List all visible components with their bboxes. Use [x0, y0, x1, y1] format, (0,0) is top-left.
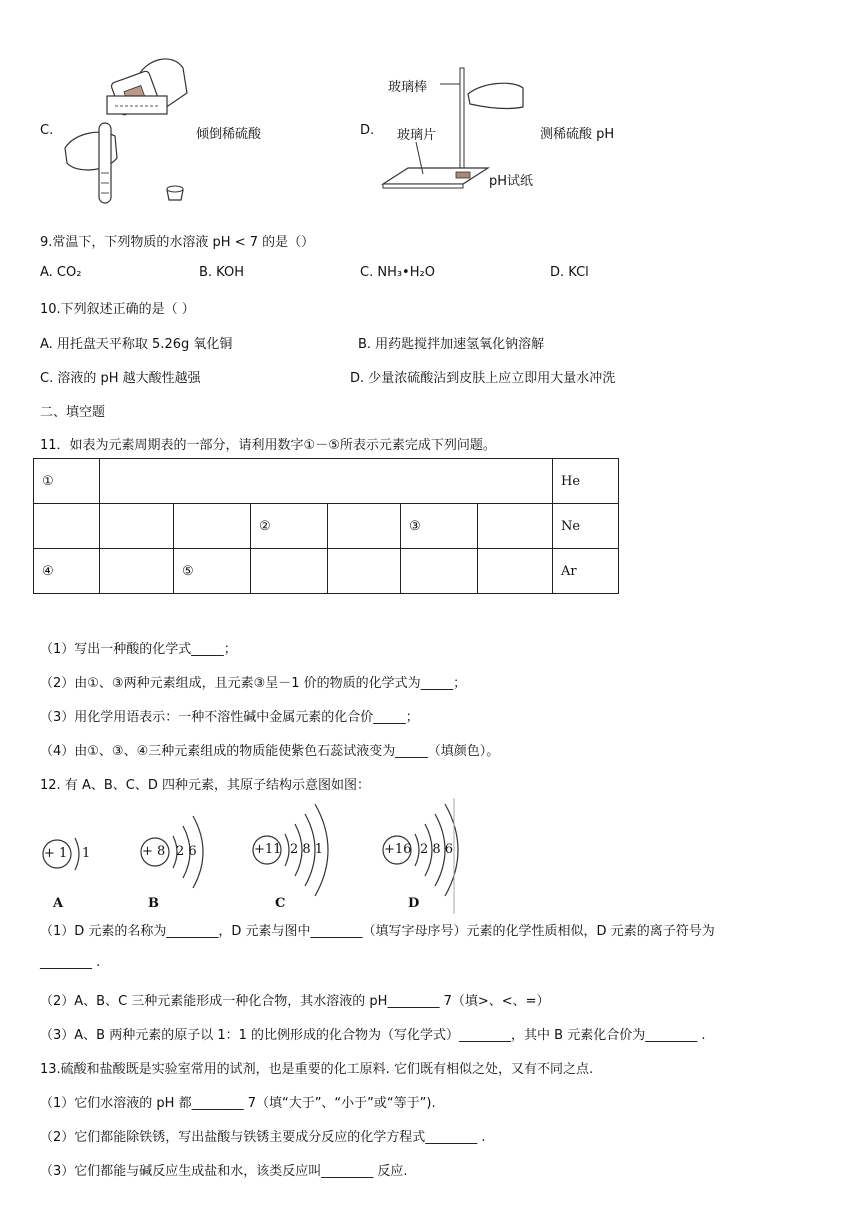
section-heading: 二、填空题 — [40, 405, 106, 420]
table-cell — [174, 504, 251, 549]
atom-b-nucleus: + 8 — [142, 844, 166, 859]
atomic-structure-diagrams — [35, 798, 465, 916]
table-cell — [401, 549, 478, 594]
atom-a-shells: 1 — [82, 846, 91, 861]
q11-part1: （1）写出一种酸的化学式_____； — [40, 642, 237, 657]
table-cell: Ne — [553, 504, 619, 549]
ph-paper-label: pH试纸 — [489, 174, 534, 189]
q11-part3: （3）用化学用语表示：一种不溶性碱中金属元素的化合价_____； — [40, 710, 419, 725]
table-cell — [328, 504, 401, 549]
q13-stem: 13.硫酸和盐酸既是实验室常用的试剂，也是重要的化工原料. 它们既有相似之处，又有不同之点. — [40, 1062, 594, 1077]
q12-part3: （3）A、B 两种元素的原子以 1：1 的比例形成的化合物为（写化学式）________，其中 B 元素化合价为________ . — [40, 1028, 706, 1043]
atom-b-label: B — [148, 896, 159, 911]
option-d-letter: D. — [360, 123, 375, 138]
table-cell — [100, 504, 174, 549]
atom-b-shells: 2 6 — [176, 844, 197, 859]
q10-stem: 10.下列叙述正确的是（ ） — [40, 302, 195, 317]
table-cell: Ar — [553, 549, 619, 594]
q12-part2: （2）A、B、C 三种元素能形成一种化合物，其水溶液的 pH________ 7（填>、<、=） — [40, 994, 550, 1009]
table-cell — [34, 504, 100, 549]
table-cell — [251, 549, 328, 594]
q11-part2: （2）由①、③两种元素组成，且元素③呈－1 价的物质的化学式为_____； — [40, 676, 467, 691]
atom-c-shells: 2 8 1 — [290, 842, 324, 857]
option-c-caption: 倾倒稀硫酸 — [196, 127, 262, 142]
atom-d-label: D — [408, 896, 420, 911]
atom-c-nucleus: +11 — [254, 842, 282, 857]
table-row — [34, 549, 619, 594]
q10-option-d: D. 少量浓硫酸沾到皮肤上应立即用大量水冲洗 — [350, 371, 616, 386]
q13-part1: （1）它们水溶液的 pH 都________ 7（填“大于”、“小于”或“等于”). — [40, 1096, 436, 1111]
q9-stem: 9.常温下，下列物质的水溶液 pH < 7 的是（） — [40, 235, 315, 250]
q9-option-a: A. CO₂ — [40, 265, 82, 280]
q9-option-c: C. NH₃•H₂O — [360, 265, 435, 280]
q13-part2: （2）它们都能除铁锈，写出盐酸与铁锈主要成分反应的化学方程式________ . — [40, 1130, 486, 1145]
table-row — [34, 459, 619, 504]
q10-option-c: C. 溶液的 pH 越大酸性越强 — [40, 371, 201, 386]
table-cell — [328, 549, 401, 594]
table-cell — [478, 549, 553, 594]
table-cell: ④ — [34, 549, 100, 594]
table-cell: ③ — [401, 504, 478, 549]
q10-option-b: B. 用药匙搅拌加速氢氧化钠溶解 — [358, 337, 545, 352]
q10-option-a: A. 用托盘天平称取 5.26g 氧化铜 — [40, 337, 233, 352]
atom-d-nucleus: +16 — [384, 842, 412, 857]
option-c-letter: C. — [40, 123, 54, 138]
pouring-acid-illustration — [55, 48, 210, 208]
table-cell — [100, 549, 174, 594]
q9-option-b: B. KOH — [199, 265, 245, 280]
table-cell: ⑤ — [174, 549, 251, 594]
q13-part3: （3）它们都能与碱反应生成盐和水，该类反应叫________ 反应. — [40, 1164, 408, 1179]
glass-rod-label: 玻璃棒 — [388, 80, 428, 95]
table-cell: He — [553, 459, 619, 504]
table-cell — [478, 504, 553, 549]
table-cell: ① — [34, 459, 100, 504]
q12-part1-continued: ________ . — [40, 955, 101, 970]
option-d-caption: 测稀硫酸 pH — [540, 127, 615, 142]
atom-d-shells: 2 8 6 — [420, 842, 454, 857]
periodic-table-fragment — [33, 458, 619, 594]
glass-plate-label: 玻璃片 — [397, 128, 437, 143]
q9-option-d: D. KCl — [550, 265, 589, 280]
atom-a-nucleus: + 1 — [44, 846, 68, 861]
q12-stem: 12. 有 A、B、C、D 四种元素，其原子结构示意图如图： — [40, 778, 370, 793]
table-cell — [100, 459, 553, 504]
q11-part4: （4）由①、③、④三种元素组成的物质能使紫色石蕊试液变为_____（填颜色）。 — [40, 744, 500, 759]
table-row — [34, 504, 619, 549]
atom-c-label: C — [275, 896, 286, 911]
atom-a-label: A — [53, 896, 64, 911]
q11-stem: 11．如表为元素周期表的一部分，请利用数字①－⑤所表示元素完成下列问题。 — [40, 438, 496, 453]
table-cell: ② — [251, 504, 328, 549]
q12-part1: （1）D 元素的名称为________，D 元素与图中________（填写字母序号）元素的化学性质相似，D 元素的离子符号为 — [40, 924, 715, 939]
